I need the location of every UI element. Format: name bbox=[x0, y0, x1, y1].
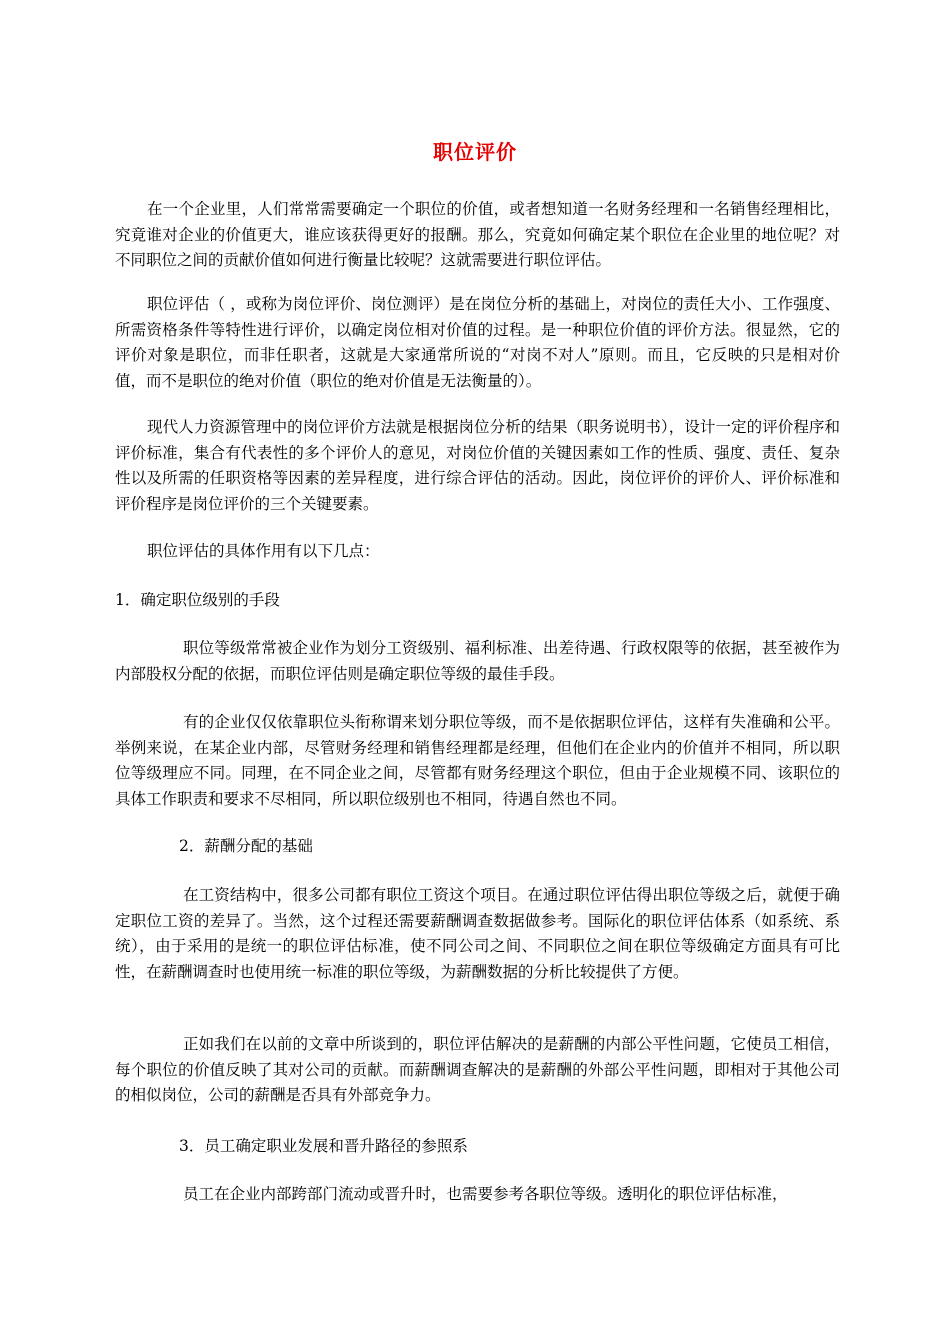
paragraph-section2-a: 在工资结构中，很多公司都有职位工资这个项目。在通过职位评估得出职位等级之后，就便于确定职位工资的差异了。当然，这个过程还需要薪酬调查数据做参考。国际化的职位评估体系（如系统、系统），由于采用的是统一的职位评估标准，使不同公司之间、不同职位之间在职位等级确定方面具有可比性，在薪酬调查时也使用统一标准的职位等级，为薪酬数据的分析比较提供了方便。 bbox=[115, 886, 840, 981]
paragraph-intro: 在一个企业里，人们常常需要确定一个职位的价值，或者想知道一名财务经理和一名销售经理相比，究竟谁对企业的价值更大，谁应该获得更好的报酬。那么，究竟如何确定某个职位在企业里的地位呢？对不同职位之间的贡献价值如何进行衡量比较呢？这就需要进行职位评估。 bbox=[115, 200, 840, 269]
document-title: 职位评价 bbox=[433, 140, 517, 164]
paragraph-section2-b: 正如我们在以前的文章中所谈到的，职位评估解决的是薪酬的内部公平性问题，它使员工相信，每个职位的价值反映了其对公司的贡献。而薪酬调查解决的是薪酬的外部公平性问题，即相对于其他公司的相似岗位，公司的薪酬是否具有外部竞争力。 bbox=[115, 1035, 840, 1104]
section-heading-1: 1．确定职位级别的手段 bbox=[115, 591, 280, 609]
section-heading-3: 3．员工确定职业发展和晋升路径的参照系 bbox=[179, 1137, 468, 1155]
paragraph-method: 现代人力资源管理中的岗位评价方法就是根据岗位分析的结果（职务说明书），设计一定的评价程序和评价标准，集合有代表性的多个评价人的意见，对岗位价值的关键因素如工作的性质、强度、责任、复杂性以及所需的任职资格等因素的差异程度，进行综合评估的活动。因此，岗位评价的评价人、评价标准和评价程序是岗位评价的三个关键要素。 bbox=[115, 418, 840, 513]
section-heading-2: 2．薪酬分配的基础 bbox=[179, 837, 313, 855]
paragraph-section3-a: 员工在企业内部跨部门流动或晋升时，也需要参考各职位等级。透明化的职位评估标准， bbox=[183, 1185, 788, 1203]
paragraph-definition: 职位评估（ ，或称为岗位评价、岗位测评）是在岗位分析的基础上，对岗位的责任大小、工作强度、所需资格条件等特性进行评价，以确定岗位相对价值的过程。是一种职位价值的评价方法。很显然，它的评价对象是职位，而非任职者，这就是大家通常所说的“对岗不对人”原则。而且，它反映的只是相对价值，而不是职位的绝对价值（职位的绝对价值是无法衡量的）。 bbox=[115, 295, 840, 390]
paragraph-section1-a: 职位等级常常被企业作为划分工资级别、福利标准、出差待遇、行政权限等的依据，甚至被作为内部股权分配的依据，而职位评估则是确定职位等级的最佳手段。 bbox=[115, 639, 840, 683]
paragraph-functions-intro: 职位评估的具体作用有以下几点： bbox=[147, 542, 380, 560]
paragraph-section1-b: 有的企业仅仅依靠职位头衔称谓来划分职位等级，而不是依据职位评估，这样有失准确和公平。举例来说，在某企业内部，尽管财务经理和销售经理都是经理，但他们在企业内的价值并不相同，所以职位等级理应不同。同理，在不同企业之间，尽管都有财务经理这个职位，但由于企业规模不同、该职位的具体工作职责和要求不尽相同，所以职位级别也不相同，待遇自然也不同。 bbox=[115, 713, 840, 808]
